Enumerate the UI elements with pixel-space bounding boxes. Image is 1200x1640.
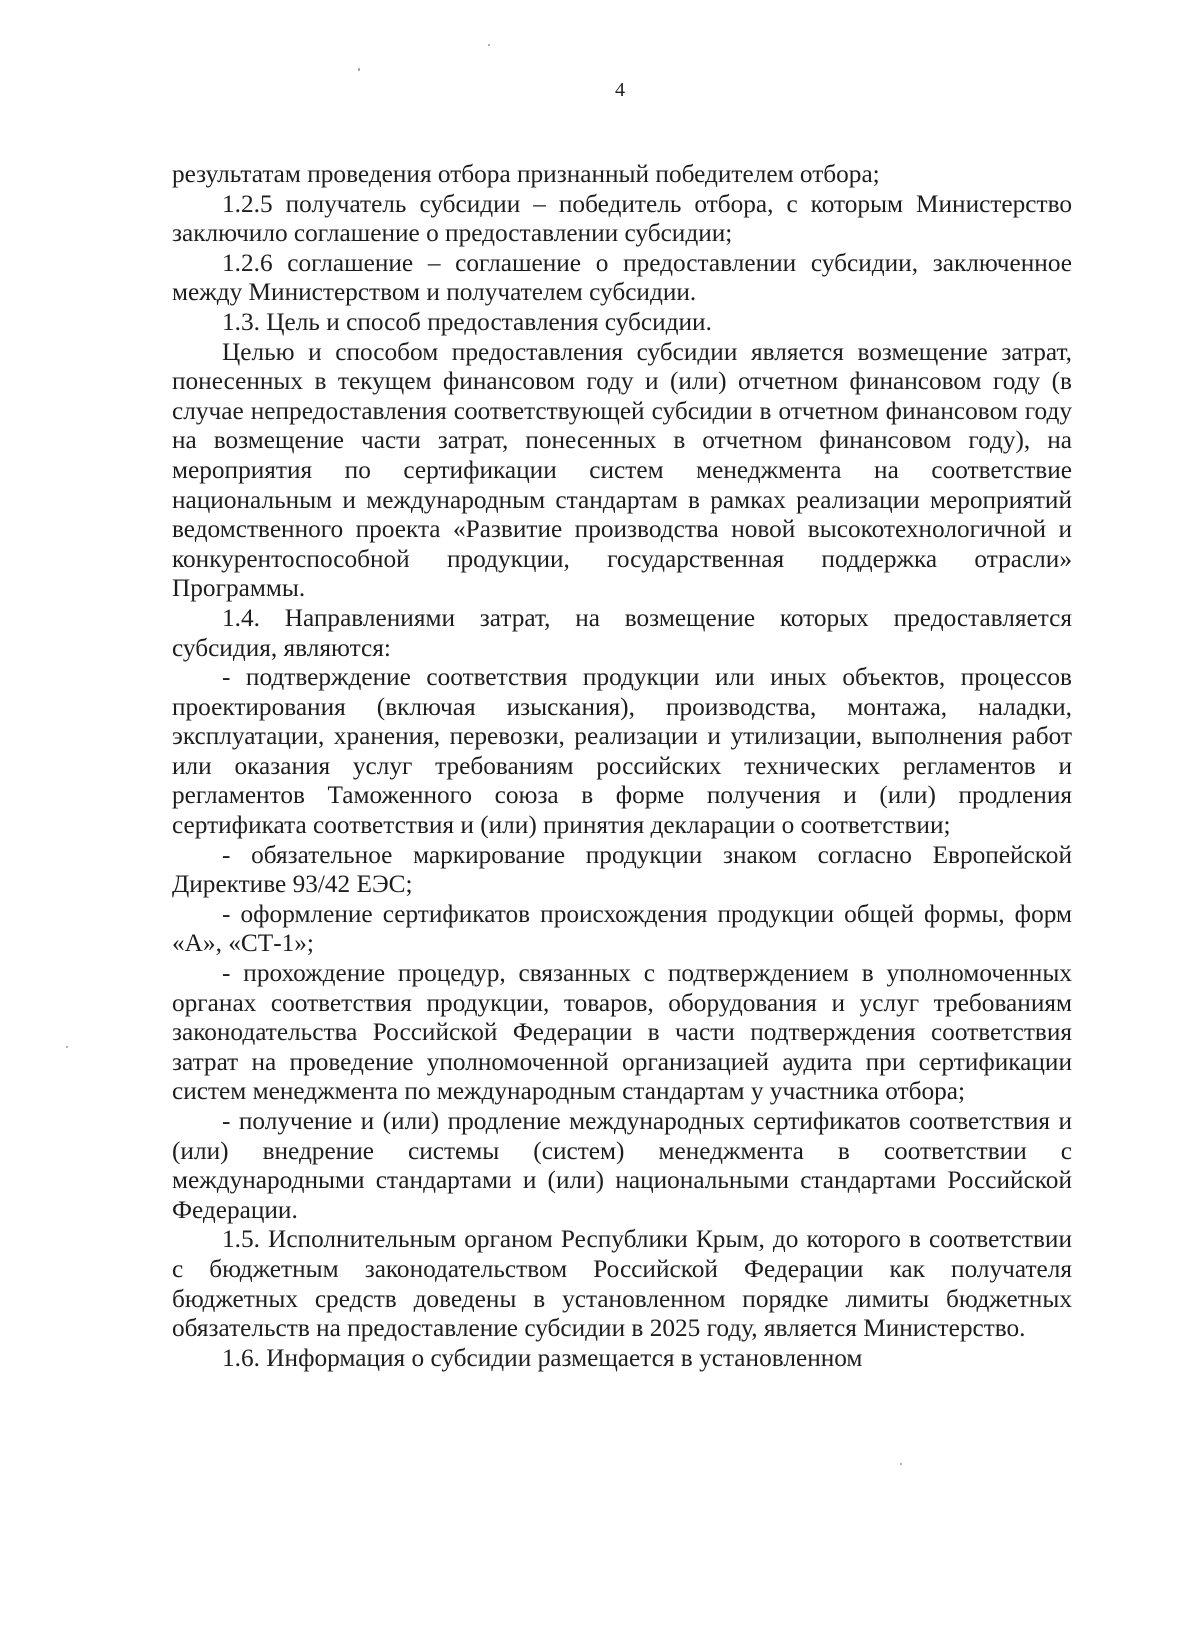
page-number: 4 [615, 79, 625, 101]
list-item-procedures: - прохождение процедур, связанных с подтверждением в уполномоченных органах соответствия продукции, товаров, оборудования и услуг требованиям законодательства Российской Федерации в части подтверждения соответствия затрат на проведение уполномоченной организацией аудита при сертификации систем менеджмента по международным стандартам у участника отбора; [172, 959, 1072, 1106]
scan-speck [900, 1463, 902, 1465]
paragraph-1-6: 1.6. Информация о субсидии размещается в установленном [222, 1343, 863, 1372]
list-item-international-certificates: - получение и (или) продление международных сертификатов соответствия и (или) внедрение системы (систем) менеджмента в соответствии с международными стандартами и (или) национальными стандартами Российской Федерации. [172, 1107, 1072, 1224]
scan-speck [66, 1046, 68, 1048]
document-body [172, 160, 1072, 1373]
paragraph-1-4: 1.4. Направлениями затрат, на возмещение которых предоставляется субсидия, являются: [172, 603, 1072, 662]
paragraph-1-2-5: 1.2.5 получатель субсидии – победитель отбора, с которым Министерство заключило соглашение о предоставлении субсидии; [172, 189, 1072, 248]
paragraph-goal-description: Целью и способом предоставления субсидии является возмещение затрат, понесенных в текущем финансовом году и (или) отчетном финансовом году (в случае непредоставления соответствующей субсидии в отчетном финансовом году на возмещение части затрат, понесенных в отчетном финансовом году), на мероприятия по сертификации систем менеджмента на соответствие национальным и международным стандартам в рамках реализации мероприятий ведомственного проекта «Развитие производства новой высокотехнологичной и конкурентоспособной продукции, государственная поддержка отрасли» Программы. [172, 337, 1072, 603]
scan-speck [488, 44, 490, 46]
list-item-conformity-confirmation: - подтверждение соответствия продукции или иных объектов, процессов проектирования (включая изыскания), производства, монтажа, наладки, эксплуатации, хранения, перевозки, реализации и утилизации, выполнения работ или оказания услуг требованиям российских технических регламентов и регламентов Таможенного союза в форме получения и (или) продления сертификата соответствия и (или) принятия декларации о соответствии; [172, 663, 1072, 840]
paragraph-1-5: 1.5. Исполнительным органом Республики Крым, до которого в соответствии с бюджетным законодательством Российской Федерации как получателя бюджетных средств доведены в установленном порядке лимиты бюджетных обязательств на предоставление субсидии в 2025 году, является Министерство. [172, 1225, 1072, 1343]
paragraph-1-3-heading: 1.3. Цель и способ предоставления субсидии. [222, 307, 712, 336]
paragraph-continuation: результатам проведения отбора признанный победителем отбора; [172, 160, 880, 188]
paragraph-1-2-6: 1.2.6 соглашение – соглашение о предоставлении субсидии, заключенное между Министерством и получателем субсидии. [172, 248, 1072, 307]
list-item-origin-certificates: - оформление сертификатов происхождения продукции общей формы, форм «А», «СТ-1»; [172, 899, 1072, 958]
scan-speck [358, 68, 360, 71]
list-item-mandatory-marking: - обязательное маркирование продукции знаком согласно Европейской Директиве 93/42 ЕЭС; [172, 840, 1072, 899]
